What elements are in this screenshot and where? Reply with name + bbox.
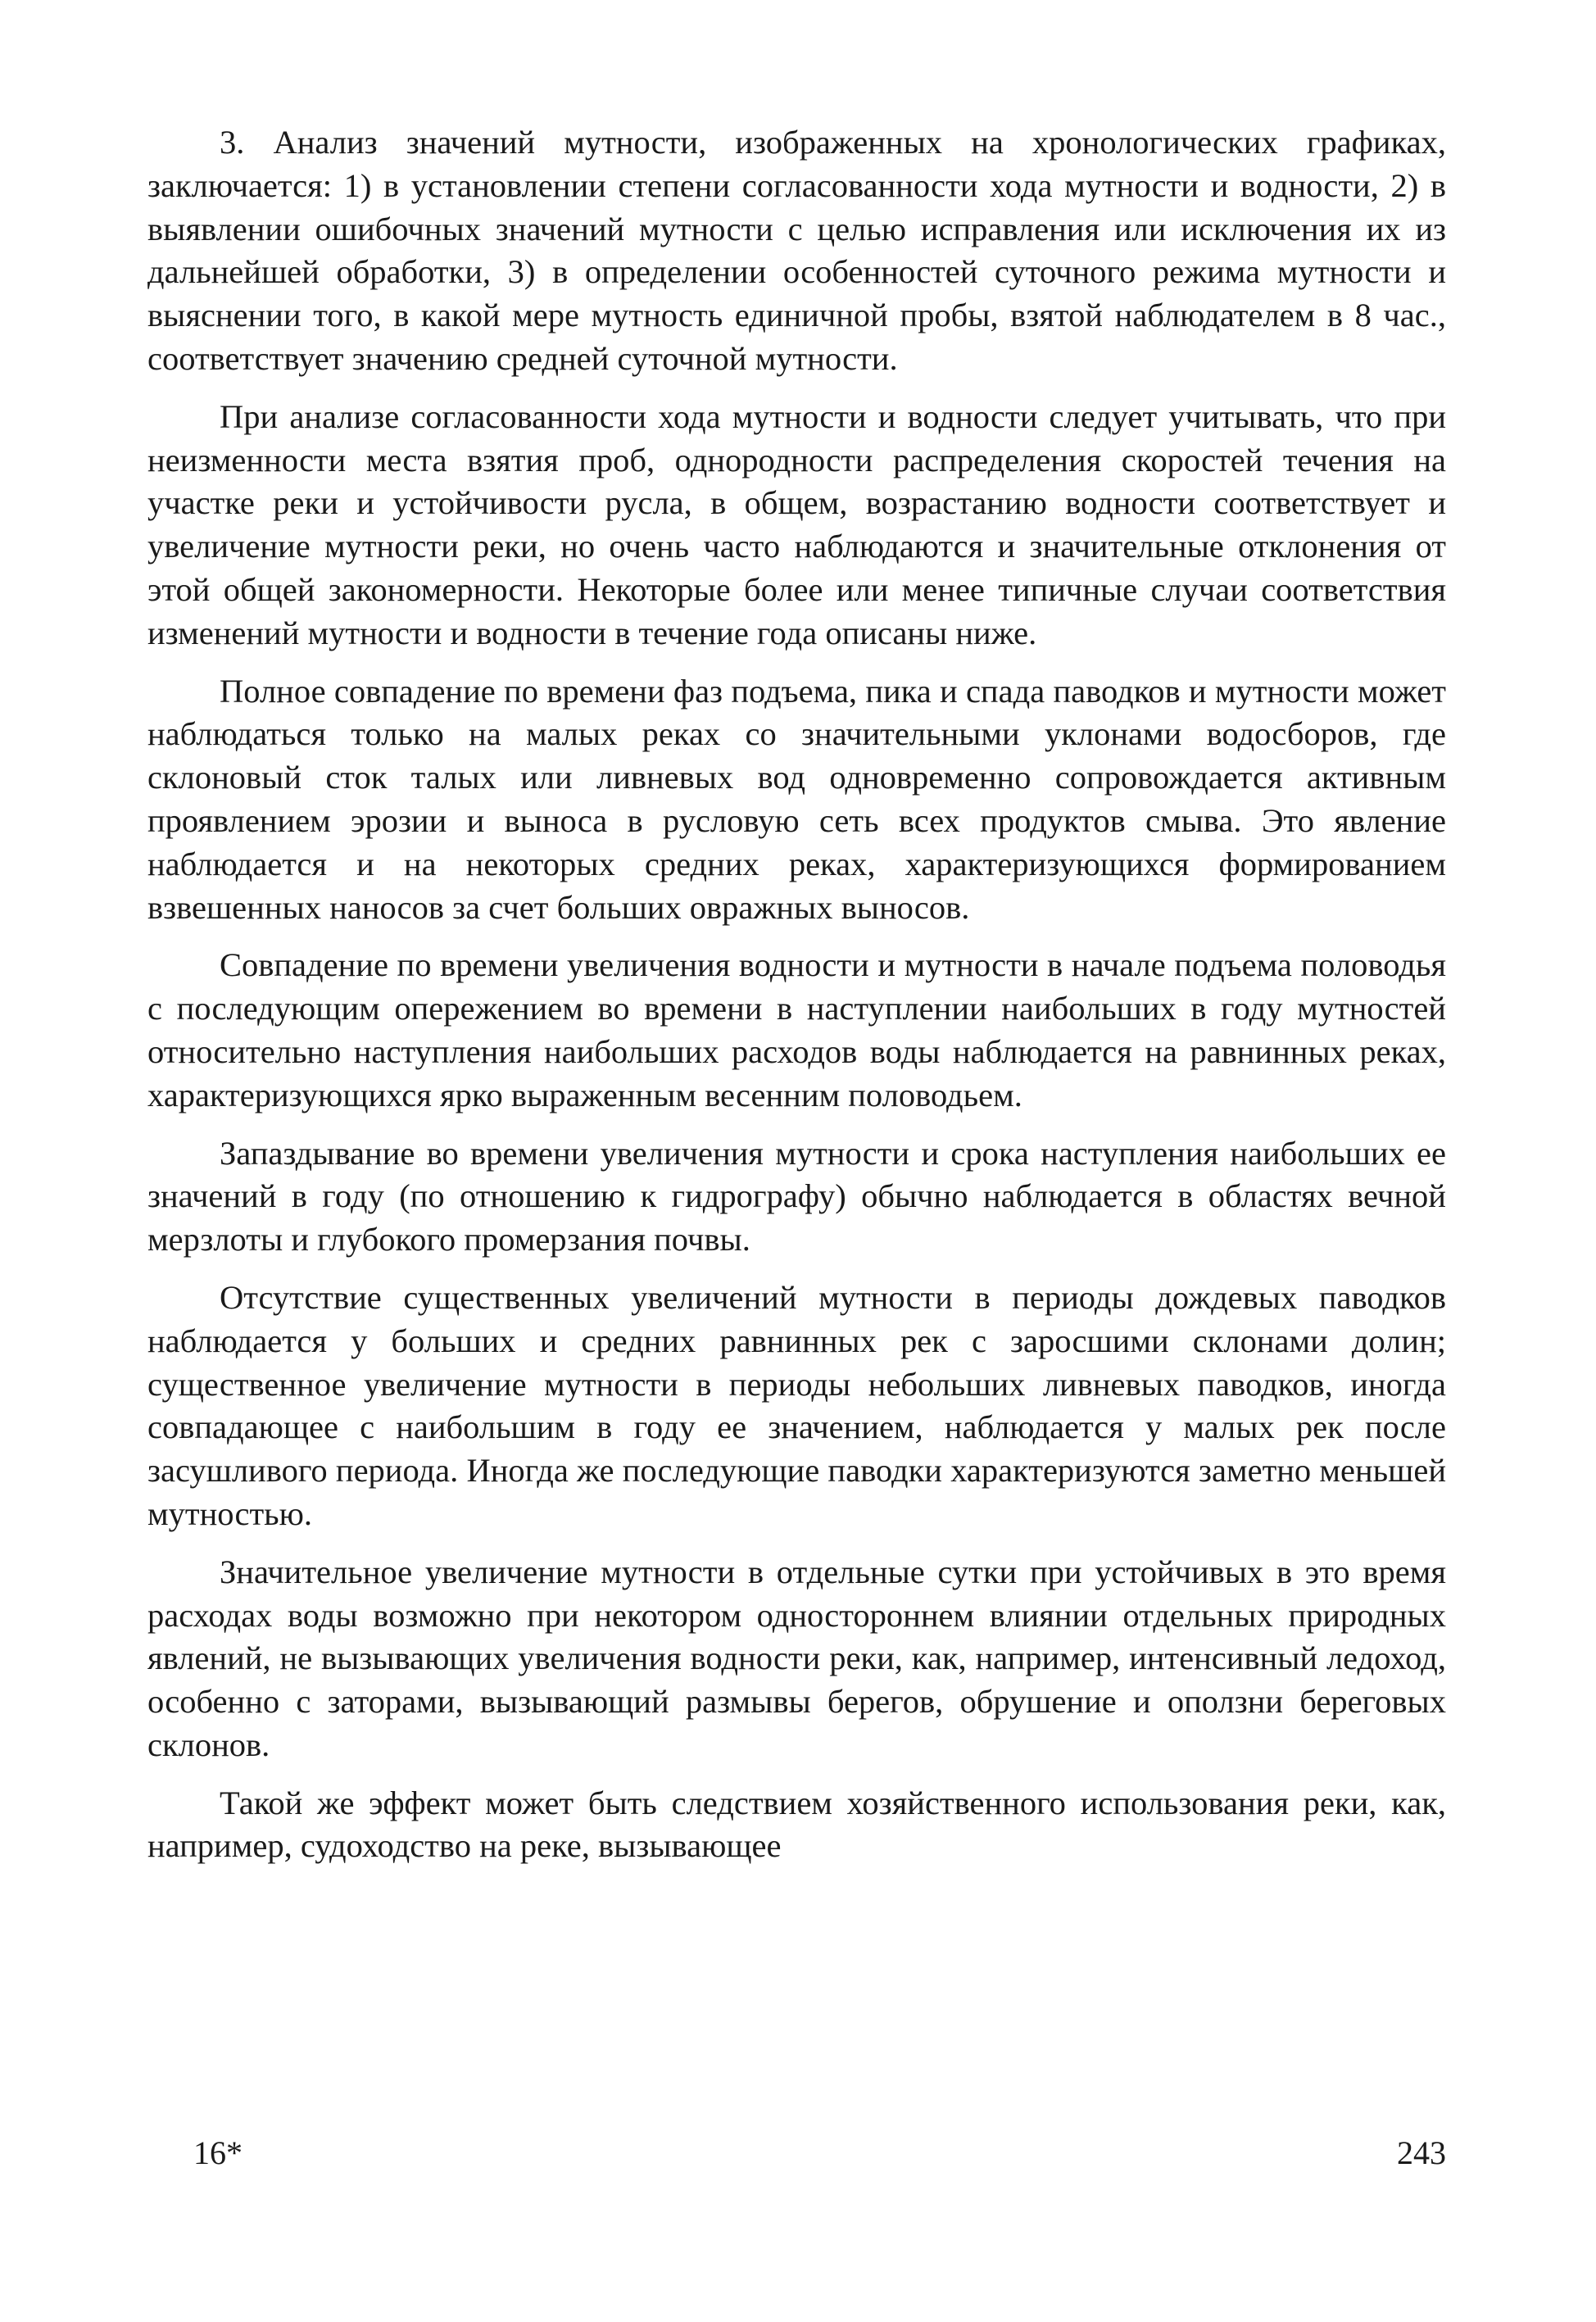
paragraph-4: Совпадение по времени увеличения водности и мутности в начале подъема половодья с последующим опережением во времени в наступлении наибольших в году мутностей относительно наступления наибольших расходов воды наблюдается на равнинных реках, характеризующихся ярко выраженным весенним половодьем.	[147, 946, 1446, 1113]
page-number: 243	[1397, 2134, 1446, 2171]
paragraph-3: Полное совпадение по времени фаз подъема, пика и спада паводков и мутности может наблюдаться только на малых реках со значительными уклонами водосборов, где склоновый сток талых или ливневых вод одновременно сопровождается активным проявлением эрозии и выноса в русловую сеть всех продуктов смыва. Это явление наблюдается и на некоторых средних реках, характеризующихся формированием взвешенных наносов за счет больших овражных выносов.	[147, 672, 1446, 926]
page-footer	[193, 2134, 1446, 2172]
sheet-signature: 16*	[193, 2134, 243, 2171]
page-body	[147, 121, 1446, 1883]
paragraph-7: Значительное увеличение мутности в отдельные сутки при устойчивых в это время расходах воды возможно при некотором одностороннем влиянии отдельных природных явлений, не вызывающих увеличения водности реки, как, например, интенсивный ледоход, особенно с заторами, вызывающий размывы берегов, обрушение и оползни береговых склонов.	[147, 1553, 1446, 1763]
paragraph-5: Запаздывание во времени увеличения мутности и срока наступления наибольших ее значений в году (по отношению к гидрографу) обычно наблюдается в областях вечной мерзлоты и глубокого промерзания почвы.	[147, 1134, 1446, 1259]
paragraph-2: При анализе согласованности хода мутности и водности следует учитывать, что при неизменности места взятия проб, однородности распределения скоростей течения на участке реки и устойчивости русла, в общем, возрастанию водности соответствует и увеличение мутности реки, но очень часто наблюдаются и значительные отклонения от этой общей закономерности. Некоторые более или менее типичные случаи соответствия изменений мутности и водности в течение года описаны ниже.	[147, 397, 1446, 651]
paragraph-8: Такой же эффект может быть следствием хозяйственного использования реки, как, например, судоходство на реке, вызывающее	[147, 1784, 1446, 1865]
paragraph-1: 3. Анализ значений мутности, изображенных на хронологических графиках, заключается: 1) в установлении степени согласованности хода мутности и водности, 2) в выявлении ошибочных значений мутности с целью исправления или исключения их из дальнейшей обработки, 3) в определении особенностей суточного режима мутности и выяснении того, в какой мере мутность единичной пробы, взятой наблюдателем в 8 час., соответствует значению средней суточной мутности.	[147, 124, 1446, 377]
paragraph-6: Отсутствие существенных увеличений мутности в периоды дождевых паводков наблюдается у больших и средних равнинных рек с заросшими склонами долин; существенное увеличение мутности в периоды небольших ливневых паводков, иногда совпадающее с наибольшим в году ее значением, наблюдается у малых рек после засушливого периода. Иногда же последующие паводки характеризуются заметно меньшей мутностью.	[147, 1278, 1446, 1532]
